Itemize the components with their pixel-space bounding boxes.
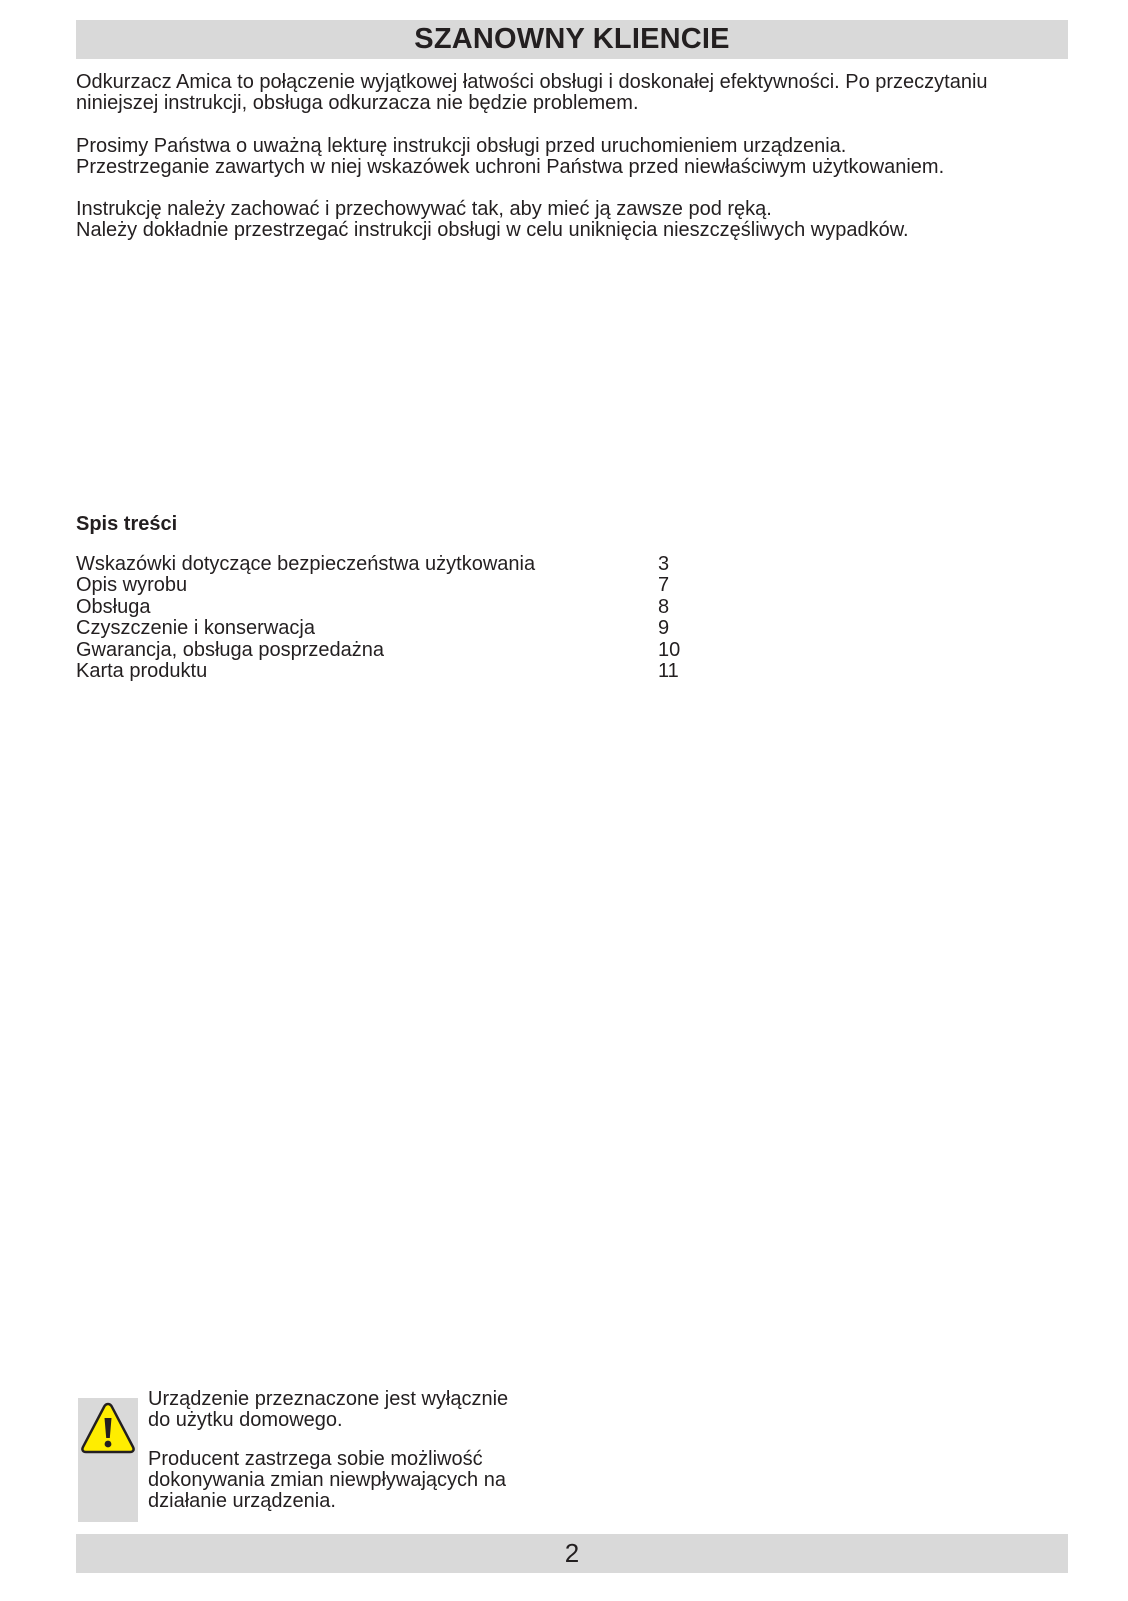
toc-item (76, 575, 716, 596)
warning-triangle-icon (80, 1400, 136, 1456)
intro-paragraph-2 (76, 136, 1076, 178)
toc-item-label: Opis wyrobu (76, 574, 188, 597)
toc-item (76, 661, 716, 682)
intro-line: Prosimy Państwa o uważną lekturę instrukcji obsługi przed uruchomieniem urządzenia. (76, 135, 847, 157)
toc-item-page: 8 (658, 595, 670, 618)
page-number: 2 (564, 1538, 580, 1568)
notice-paragraph-1 (148, 1389, 568, 1431)
notice-line: do użytku domowego. (148, 1409, 343, 1431)
intro-line: niniejszej instrukcji, obsługa odkurzacza nie będzie problemem. (76, 92, 639, 114)
notice-line: dokonywania zmian niewpływających na (148, 1469, 506, 1491)
notice-line: Urządzenie przeznaczone jest wyłącznie (148, 1388, 509, 1410)
toc-item-label: Czyszczenie i konserwacja (76, 617, 315, 640)
footer-bar (76, 1534, 1068, 1573)
notice-paragraph-2 (148, 1449, 568, 1512)
notice-line: Producent zastrzega sobie możliwość (148, 1448, 483, 1470)
intro-line: Odkurzacz Amica to połączenie wyjątkowej łatwości obsługi i doskonałej efektywności. Po przeczytaniu (76, 71, 988, 93)
toc-item (76, 618, 716, 639)
toc-item-page: 3 (658, 553, 670, 575)
toc-item-page: 11 (658, 659, 679, 682)
notice-line: działanie urządzenia. (148, 1490, 336, 1512)
intro-paragraph-3 (76, 199, 1076, 241)
toc-item-label: Obsługa (76, 595, 151, 618)
intro-line: Należy dokładnie przestrzegać instrukcji obsługi w celu uniknięcia nieszczęśliwych wypadków. (76, 219, 909, 241)
toc-item (76, 554, 716, 575)
toc-heading: Spis treści (76, 513, 178, 535)
toc-item-page: 10 (658, 638, 681, 661)
intro-paragraph-1 (76, 72, 1076, 114)
toc-item-label: Wskazówki dotyczące bezpieczeństwa użytkowania (76, 553, 536, 575)
header-bar (76, 20, 1068, 59)
toc-item-label: Karta produktu (76, 659, 208, 682)
toc-item-label: Gwarancja, obsługa posprzedażna (76, 638, 384, 661)
warning-panel (78, 1398, 138, 1522)
toc-item-page: 7 (658, 574, 670, 597)
intro-line: Przestrzeganie zawartych w niej wskazówek uchroni Państwa przed niewłaściwym użytkowaniem. (76, 156, 945, 178)
toc-item-page: 9 (658, 617, 670, 640)
toc-item (76, 597, 716, 618)
toc-item (76, 640, 716, 661)
table-of-contents (76, 554, 716, 682)
page-title: SZANOWNY KLIENCIE (414, 23, 730, 55)
intro-line: Instrukcję należy zachować i przechowywać tak, aby mieć ją zawsze pod ręką. (76, 198, 772, 220)
